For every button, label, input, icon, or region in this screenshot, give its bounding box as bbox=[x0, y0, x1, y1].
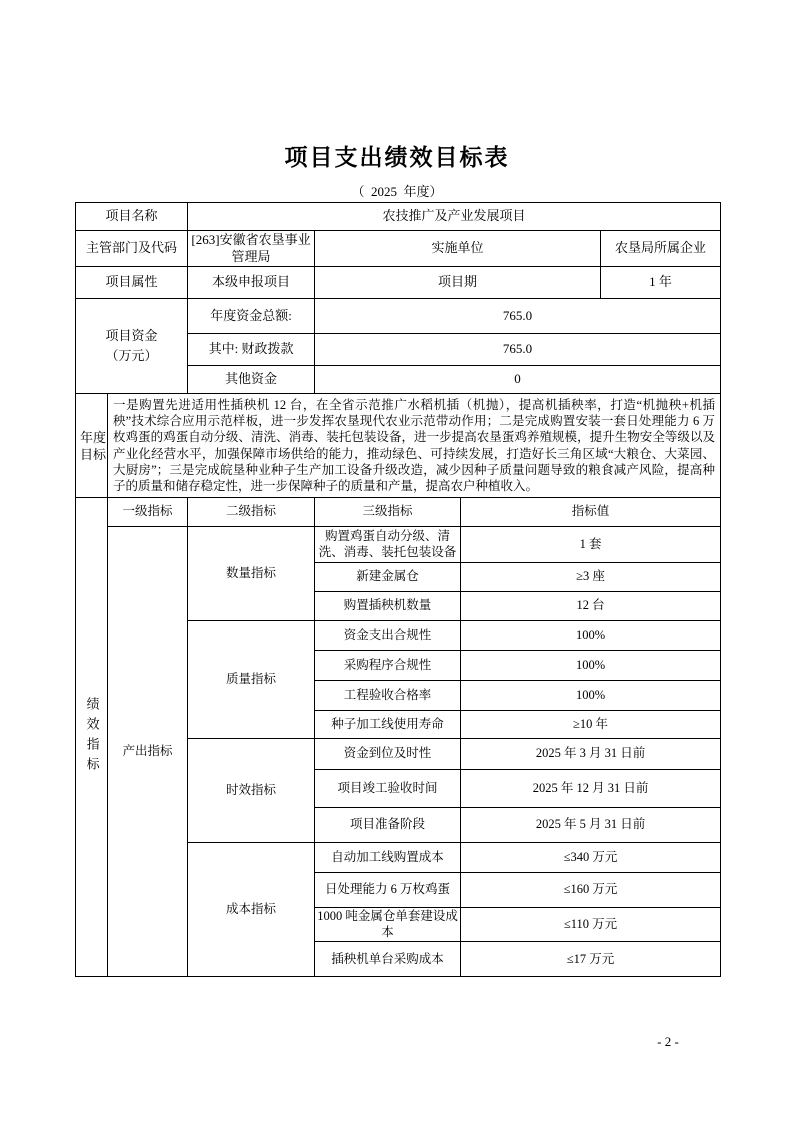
indicator-value-cell: 2025 年 5 月 31 日前 bbox=[461, 808, 721, 843]
indicator-side-label-cell bbox=[76, 498, 108, 977]
funds-label-cell bbox=[76, 299, 188, 394]
group-name-cell: 成本指标 bbox=[188, 843, 315, 977]
project-name-value-cell: 农技推广及产业发展项目 bbox=[188, 203, 721, 231]
header-value: 指标值 bbox=[461, 498, 721, 527]
indicator-value-cell: 1 套 bbox=[461, 527, 721, 563]
group-name-cell: 质量指标 bbox=[188, 621, 315, 739]
group-name-cell: 数量指标 bbox=[188, 527, 315, 621]
indicator-name-cell: 插秧机单台采购成本 bbox=[315, 942, 461, 977]
table-row bbox=[76, 231, 721, 267]
table-row bbox=[76, 394, 721, 498]
indicator-value-cell: ≤160 万元 bbox=[461, 873, 721, 908]
table-row bbox=[76, 299, 721, 334]
table-row bbox=[76, 203, 721, 231]
annual-goal-label: 年度目标 bbox=[79, 429, 106, 462]
funds-row-value: 765.0 bbox=[315, 299, 721, 334]
indicator-value-cell: ≤110 万元 bbox=[461, 908, 721, 942]
indicator-name-cell: 项目准备阶段 bbox=[315, 808, 461, 843]
indicator-name-cell: 工程验收合格率 bbox=[315, 681, 461, 711]
header-level2: 二级指标 bbox=[188, 498, 315, 527]
indicator-value-cell: ≤340 万元 bbox=[461, 843, 721, 873]
indicator-value-cell: 2025 年 12 月 31 日前 bbox=[461, 770, 721, 808]
indicator-value-cell: 12 台 bbox=[461, 592, 721, 621]
attribute-label-cell: 项目属性 bbox=[76, 267, 188, 299]
indicator-name-cell: 种子加工线使用寿命 bbox=[315, 711, 461, 739]
project-name-label-cell: 项目名称 bbox=[76, 203, 188, 231]
indicator-name-cell: 资金到位及时性 bbox=[315, 739, 461, 770]
funds-row-value: 765.0 bbox=[315, 334, 721, 366]
funds-row-label: 其中: 财政拨款 bbox=[188, 334, 315, 366]
table-row bbox=[76, 498, 721, 527]
header-level3: 三级指标 bbox=[315, 498, 461, 527]
indicator-value-cell: 100% bbox=[461, 651, 721, 681]
indicator-name-cell: 日处理能力 6 万枚鸡蛋 bbox=[315, 873, 461, 908]
dept-code-cell: [263]安徽省农垦事业管理局 bbox=[188, 231, 315, 267]
indicator-name-cell: 采购程序合规性 bbox=[315, 651, 461, 681]
indicator-name-cell: 项目竣工验收时间 bbox=[315, 770, 461, 808]
annual-goal-label-cell bbox=[76, 394, 108, 498]
indicator-name-cell: 新建金属仓 bbox=[315, 563, 461, 592]
indicator-value-cell: ≥3 座 bbox=[461, 563, 721, 592]
funds-row-label: 年度资金总额: bbox=[188, 299, 315, 334]
page-title: 项目支出绩效目标表 bbox=[284, 145, 510, 170]
indicator-name-cell: 购置鸡蛋自动分级、清洗、消毒、装托包装设备 bbox=[315, 527, 461, 563]
impl-unit-label-cell: 实施单位 bbox=[315, 231, 601, 267]
page-subtitle: （ 2025 年度） bbox=[351, 184, 443, 199]
period-value-cell: 1 年 bbox=[601, 267, 721, 299]
indicator-value-cell: ≥10 年 bbox=[461, 711, 721, 739]
level1-output-cell: 产出指标 bbox=[108, 527, 188, 977]
indicator-side-label: 绩效指标 bbox=[84, 697, 100, 778]
page-number: - 2 - bbox=[657, 1034, 679, 1049]
period-label-cell: 项目期 bbox=[315, 267, 601, 299]
attribute-value-cell: 本级申报项目 bbox=[188, 267, 315, 299]
performance-target-table bbox=[75, 202, 721, 977]
table-row bbox=[76, 267, 721, 299]
annual-goal-text: 一是购置先进适用性插秧机 12 台，在全省示范推广水稻机插（机抛），提高机插秧率，打造“机抛秧+机插秧”技术综合应用示范样板，进一步发挥农垦现代农业示范带动作用；二是完成购置安装一套日处理能力 6 万枚鸡蛋的鸡蛋自动分级、清洗、消毒、装托包装设备，进一步提高农垦蛋鸡养殖规模，提升生物安全等级以及产业化经营水平，加强保障市场供给的能力，推动绿色、可持续发展，打造好长三角区域“大粮仓、大菜园、大厨房”；三是完成皖垦种业种子生产加工设备升级改造，减少因种子质量问题导致的粮食减产风险，提高种子的质量和储存稳定性，进一步保障种子的质量和产量，提高农户种植收入。 bbox=[108, 394, 721, 498]
indicator-name-cell: 资金支出合规性 bbox=[315, 621, 461, 651]
indicator-value-cell: 100% bbox=[461, 621, 721, 651]
header-level1: 一级指标 bbox=[108, 498, 188, 527]
indicator-name-cell: 1000 吨金属仓单套建设成本 bbox=[315, 908, 461, 942]
group-name-cell: 时效指标 bbox=[188, 739, 315, 843]
indicator-value-cell: 100% bbox=[461, 681, 721, 711]
dept-label-cell: 主管部门及代码 bbox=[76, 231, 188, 267]
funds-row-value: 0 bbox=[315, 366, 721, 394]
indicator-name-cell: 购置插秧机数量 bbox=[315, 592, 461, 621]
funds-row-label: 其他资金 bbox=[188, 366, 315, 394]
indicator-value-cell: ≤17 万元 bbox=[461, 942, 721, 977]
impl-unit-value-cell: 农垦局所属企业 bbox=[601, 231, 721, 267]
indicator-value-cell: 2025 年 3 月 31 日前 bbox=[461, 739, 721, 770]
table-row bbox=[76, 527, 721, 563]
funds-label: 项目资金（万元） bbox=[105, 328, 158, 363]
indicator-name-cell: 自动加工线购置成本 bbox=[315, 843, 461, 873]
